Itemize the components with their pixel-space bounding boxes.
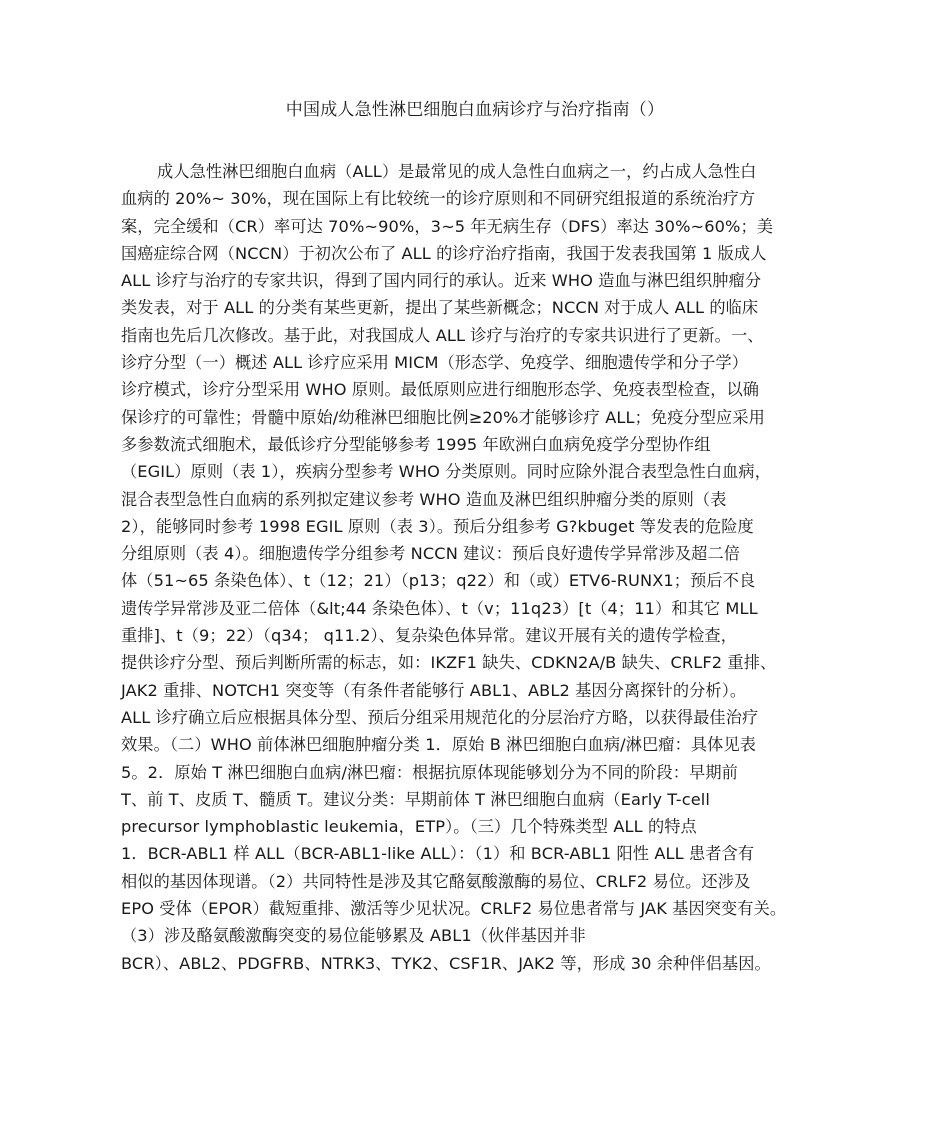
paragraph-line: ALL 诊疗与治疗的专家共识，得到了国内同行的承认。近来 WHO 造血与淋巴组织肿瘤分 bbox=[121, 271, 762, 291]
document-title: 中国成人急性淋巴细胞白血病诊疗与治疗指南（） bbox=[285, 100, 665, 120]
paragraph-line: 2），能够同时参考 1998 EGIL 原则（表 3）。预后分组参考 G?kbuget 等发表的危险度 bbox=[121, 516, 754, 536]
paragraph-line: 5。2．原始 T 淋巴细胞白血病/淋巴瘤：根据抗原体现能够划分为不同的阶段：早期前 bbox=[121, 762, 738, 782]
paragraph-line: 诊疗分型（一）概述 ALL 诊疗应采用 MICM（形态学、免疫学、细胞遗传学和分子学） bbox=[121, 353, 749, 373]
document-body bbox=[121, 158, 841, 977]
paragraph-line: 诊疗模式，诊疗分型采用 WHO 原则。最低原则应进行细胞形态学、免疫表型检查，以确 bbox=[121, 380, 760, 400]
paragraph-line: 案，完全缓和（CR）率可达 70%~90%，3~5 年无病生存（DFS）率达 30%~60%；美 bbox=[121, 216, 774, 236]
paragraph-line: 国癌症综合网（NCCN）于初次公布了 ALL 的诊疗治疗指南，我国于发表我国第 1 版成人 bbox=[121, 243, 767, 263]
paragraph-line: JAK2 重排、NOTCH1 突变等（有条件者能够行 ABL1、ABL2 基因分离探针的分析）。 bbox=[121, 680, 747, 700]
paragraph-line: 体（51~65 条染色体）、t（12；21）（p13；q22）和（或）ETV6-RUNX1；预后不良 bbox=[121, 571, 756, 591]
paragraph-line: EPO 受体（EPOR）截短重排、激活等少见状况。CRLF2 易位患者常与 JAK 基因突变有关。 bbox=[121, 899, 787, 919]
paragraph-line: 分组原则（表 4）。细胞遗传学分组参考 NCCN 建议：预后良好遗传学异常涉及超二倍 bbox=[121, 544, 741, 564]
paragraph-line: 相似的基因体现谱。（2）共同特性是涉及其它酪氨酸激酶的易位、CRLF2 易位。还涉及 bbox=[121, 871, 751, 891]
paragraph-line: 遗传学异常涉及亚二倍体（&lt;44 条染色体）、t（v；11q23）[t（4；11）和其它 MLL bbox=[121, 598, 758, 618]
paragraph-line: 多参数流式细胞术，最低诊疗分型能够参考 1995 年欧洲白血病免疫学分型协作组 bbox=[121, 434, 711, 454]
paragraph-line: T、前 T、皮质 T、髓质 T。建议分类：早期前体 T 淋巴细胞白血病（Early T-cell bbox=[121, 789, 710, 809]
paragraph-line: 指南也先后几次修改。基于此，对我国成人 ALL 诊疗与治疗的专家共识进行了更新。一、 bbox=[121, 325, 764, 345]
paragraph-line: 提供诊疗分型、预后判断所需的标志，如：IKZF1 缺失、CDKN2A/B 缺失、CRLF2 重排、 bbox=[121, 653, 777, 673]
paragraph-line: 混合表型急性白血病的系列拟定建议参考 WHO 造血及淋巴组织肿瘤分类的原则（表 bbox=[121, 489, 727, 509]
paragraph-line: 类发表，对于 ALL 的分类有某些更新，提出了某些新概念；NCCN 对于成人 ALL 的临床 bbox=[121, 298, 759, 318]
paragraph-line: （3）涉及酪氨酸激酶突变的易位能够累及 ABL1（伙伴基因并非 bbox=[121, 926, 586, 946]
paragraph-line: 重排]、t（9；22）（q34； q11.2）、复杂染色体异常。建议开展有关的遗传学检查， bbox=[121, 626, 738, 646]
paragraph-line: 成人急性淋巴细胞白血病（ALL）是最常见的成人急性白血病之一，约占成人急性白 bbox=[157, 162, 757, 181]
paragraph-line: precursor lymphoblastic leukemia，ETP）。（三）几个特殊类型 ALL 的特点 bbox=[121, 817, 697, 837]
paragraph-line: 1．BCR-ABL1 样 ALL（BCR-ABL1-like ALL）：（1）和 BCR-ABL1 阳性 ALL 患者含有 bbox=[121, 844, 755, 864]
paragraph-line: 效果。（二）WHO 前体淋巴细胞肿瘤分类 1．原始 B 淋巴细胞白血病/淋巴瘤：具体见表 bbox=[121, 735, 757, 755]
paragraph-line: 保诊疗的可靠性；骨髓中原始/幼稚淋巴细胞比例≥20%才能够诊疗 ALL；免疫分型应采用 bbox=[121, 407, 765, 427]
paragraph-line: ALL 诊疗确立后应根据具体分型、预后分组采用规范化的分层治疗方略，以获得最佳治疗 bbox=[121, 707, 759, 727]
paragraph-line: BCR）、ABL2、PDGFRB、NTRK3、TYK2、CSF1R、JAK2 等，形成 30 余种伴侣基因。 bbox=[121, 953, 771, 973]
paragraph-line: 血病的 20%~ 30%，现在国际上有比较统一的诊疗原则和不同研究组报道的系统治疗方 bbox=[121, 189, 756, 209]
paragraph-line: （EGIL）原则（表 1），疾病分型参考 WHO 分类原则。同时应除外混合表型急性白血病， bbox=[121, 462, 771, 482]
